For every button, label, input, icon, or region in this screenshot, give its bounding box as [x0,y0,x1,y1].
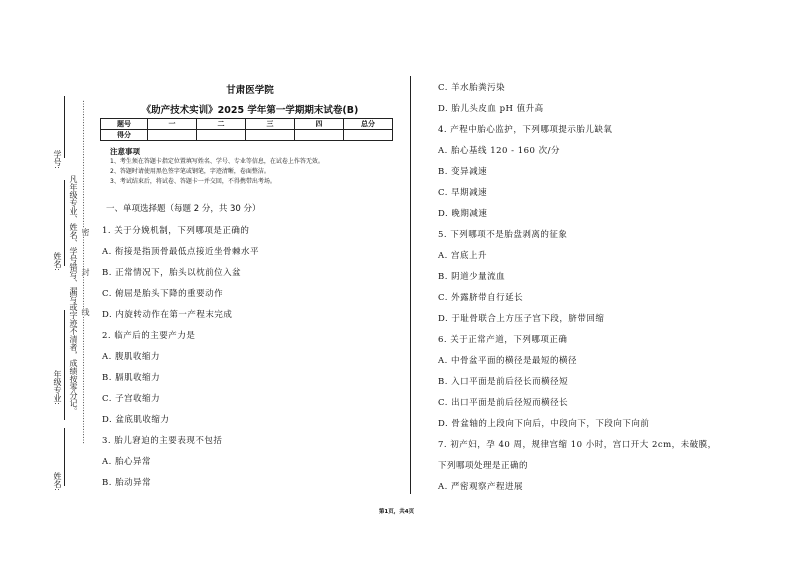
question-line: 2. 临产后的主要产力是 [102,331,196,341]
name-underline [64,180,65,266]
notice-title: 注意事项 [110,147,140,156]
option-line: B. 阴道少量流血 [438,272,506,282]
score-cell[interactable] [344,130,393,141]
option-line: C. 俯屈是胎头下降的重要动作 [102,289,224,299]
score-row-label: 得分 [101,130,148,141]
school-name: 甘肃医学院 [226,85,274,96]
score-cell[interactable] [148,130,197,141]
option-line: C. 早期减速 [438,188,488,198]
option-line: A. 宫底上升 [438,251,488,261]
score-head-cell: 题号 [101,119,148,130]
major-underline [64,310,65,420]
option-line: A. 严密观察产程进展 [438,482,524,492]
score-cell[interactable] [197,130,246,141]
section-heading: 一、单项选择题（每题 2 分，共 30 分） [106,204,261,214]
option-line: B. 膈肌收缩力 [102,373,161,383]
option-line: A. 衔接是指顶骨最低点接近坐骨棘水平 [102,247,260,257]
option-line: D. 内旋转动作在第一产程末完成 [102,310,233,320]
score-cell[interactable] [246,130,295,141]
score-table-header [101,119,393,130]
option-line: C. 外露脐带自行延长 [438,293,524,303]
score-head-cell: 一 [148,119,197,130]
score-head-cell: 三 [246,119,295,130]
seal-line: …………………………………………密…………封…………线………………………………………… [81,100,90,444]
notice-item: 3、考试结束后，将试卷、答题卡一并交回，不得携带出考场。 [110,178,276,185]
student-id-underline [64,96,65,158]
option-line: A. 中骨盆平面的横径是最短的横径 [438,356,578,366]
question-line: 3. 胎儿窘迫的主要表现不包括 [102,436,223,446]
exam-title: 《助产技术实训》2025 学年第一学期期末试卷(B) [141,105,359,116]
option-line: A. 胎心异常 [102,457,152,467]
score-table [100,118,393,141]
question-line: 7. 初产妇，孕 40 周，规律宫缩 10 小时，宫口开大 2cm，未破膜， [438,440,717,450]
name2-label: 姓名: [53,472,62,491]
question-line-continued: 下列哪项处理是正确的 [438,461,529,471]
option-line: A. 腹肌收缩力 [102,352,161,362]
score-head-cell: 总分 [344,119,393,130]
option-line: D. 胎儿头皮血 pH 值升高 [438,104,544,114]
score-head-cell: 四 [295,119,344,130]
option-line: D. 晚期减速 [438,209,488,219]
option-line: D. 于耻骨联合上方压子宫下段，脐带回缩 [438,314,605,324]
option-line: A. 胎心基线 120 - 160 次/分 [438,146,561,156]
option-line: B. 入口平面是前后径长而横径短 [438,377,569,387]
page-number: 第1页，共4页 [378,509,415,515]
option-line: B. 胎动异常 [102,478,152,488]
student-id-label: 学号: [53,150,62,169]
score-table-row [101,130,393,141]
notice-item: 2、答题时请使用黑色签字笔或钢笔，字迹清晰，卷面整洁。 [110,168,270,175]
option-line: D. 骨盆轴的上段向下向后，中段向下，下段向下向前 [438,419,650,429]
question-line: 4. 产程中胎心监护，下列哪项提示胎儿缺氧 [438,125,613,135]
name2-underline [64,428,65,486]
question-line: 1. 关于分娩机制，下列哪项是正确的 [102,226,250,236]
option-line: C. 出口平面是前后径短而横径长 [438,398,569,408]
notice-item: 1、考生须在答题卡指定位置填写姓名、学号、专业等信息，在试卷上作答无效。 [110,158,324,165]
option-line: D. 盆底肌收缩力 [102,415,170,425]
binding-warning: 凡年级专业、姓名、学号错写、漏写或字迹不清者，成绩按零分记。 [69,175,78,415]
option-line: C. 羊水胎粪污染 [438,83,506,93]
name-label: 姓名: [53,252,62,271]
option-line: B. 变异减速 [438,167,488,177]
major-label: 年级专业: [53,370,62,405]
score-cell[interactable] [295,130,344,141]
option-line: B. 正常情况下，胎头以枕前位入盆 [102,268,242,278]
score-head-cell: 二 [197,119,246,130]
question-line: 6. 关于正常产道，下列哪项正确 [438,335,568,345]
column-divider [410,76,411,494]
option-line: C. 子宫收缩力 [102,394,161,404]
question-line: 5. 下列哪项不是胎盘剥离的征象 [438,230,568,240]
